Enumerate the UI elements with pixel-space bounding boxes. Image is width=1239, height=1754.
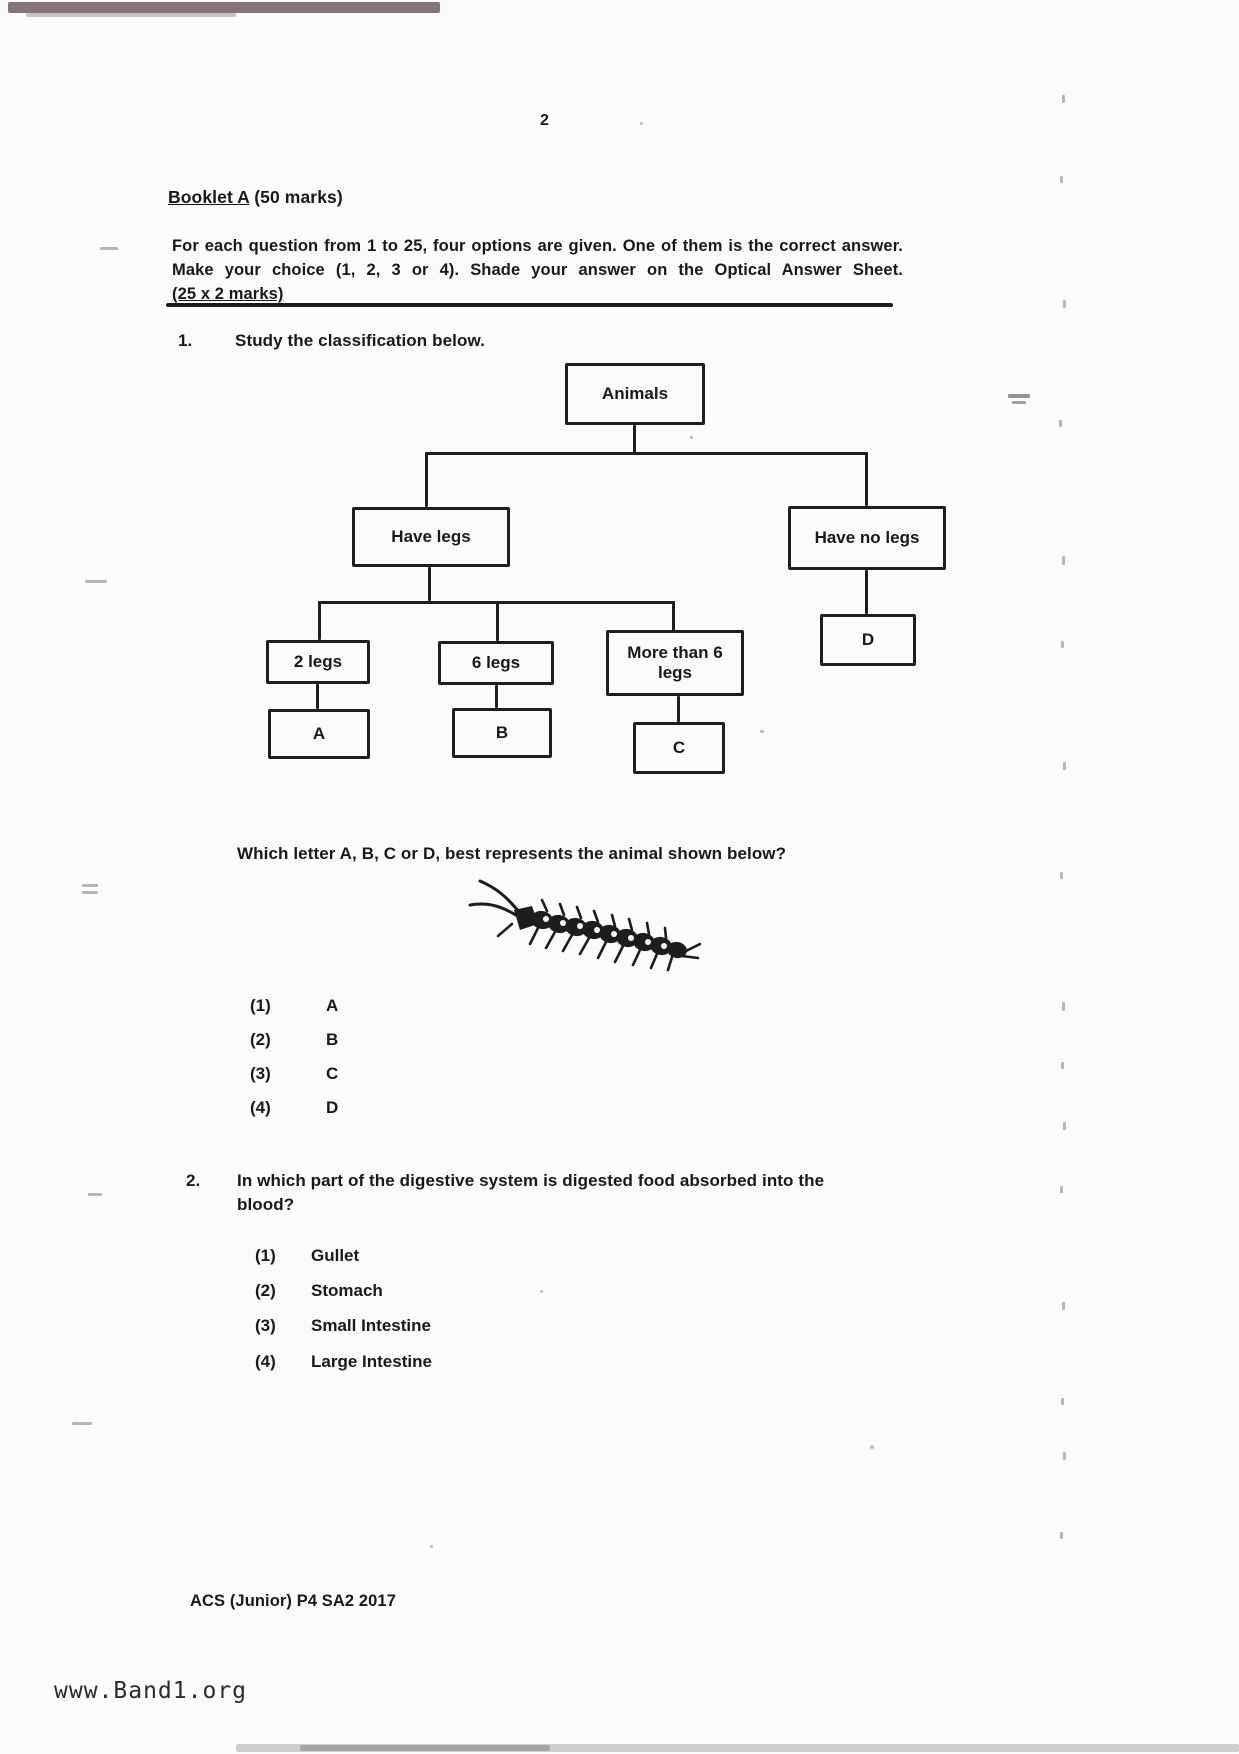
marks-note: (25 x 2 marks) — [172, 285, 284, 303]
option-label: B — [326, 1030, 339, 1049]
scan-artifact — [1008, 394, 1030, 398]
q2-number: 2. — [186, 1171, 201, 1190]
booklet-heading-title: Booklet A — [168, 187, 250, 207]
option-label: Gullet — [311, 1246, 360, 1265]
scan-speck — [690, 436, 693, 439]
connector — [672, 601, 675, 632]
option-label: Large Intestine — [311, 1352, 432, 1371]
scan-artifact — [1059, 420, 1062, 427]
node-c: C — [633, 722, 725, 774]
scan-speck — [430, 1545, 433, 1548]
scan-artifact — [82, 884, 98, 887]
q1-prompt: Study the classification below. — [235, 331, 485, 350]
node-6-legs: 6 legs — [438, 641, 554, 685]
option-number: (3) — [250, 1064, 271, 1083]
option-label: D — [326, 1098, 339, 1117]
scan-artifact — [1063, 300, 1066, 308]
connector — [495, 685, 498, 708]
watermark-url: www.Band1.org — [54, 1678, 248, 1704]
instructions-line1: For each question from 1 to 25, four options are given. One of them is the correct answer. — [172, 237, 903, 255]
connector — [316, 684, 319, 709]
scan-artifact — [72, 1422, 92, 1425]
page-number: 2 — [540, 112, 549, 129]
option-number: (4) — [255, 1352, 276, 1371]
scan-artifact — [1061, 1062, 1064, 1069]
node-more-than-6-legs: More than 6 legs — [606, 630, 744, 696]
booklet-heading — [168, 186, 343, 209]
node-2-legs: 2 legs — [266, 640, 370, 684]
centipede-illustration — [462, 872, 722, 982]
node-animals: Animals — [565, 363, 705, 425]
option-label: A — [326, 996, 339, 1015]
option-label: Stomach — [311, 1281, 383, 1300]
connector — [677, 696, 680, 722]
connector — [425, 452, 428, 507]
connector — [865, 570, 868, 614]
footer-paper-code: ACS (Junior) P4 SA2 2017 — [190, 1592, 396, 1610]
scan-artifact — [1063, 1122, 1066, 1130]
scan-speck — [540, 1290, 543, 1293]
booklet-heading-marks: (50 marks) — [249, 187, 343, 207]
option-number: (1) — [250, 996, 271, 1015]
scan-artifact — [1063, 1452, 1066, 1460]
connector — [428, 567, 431, 601]
scan-artifact — [88, 1193, 102, 1196]
scan-speck — [640, 122, 643, 125]
scan-artifact — [1063, 762, 1066, 770]
scan-artifact — [1062, 95, 1065, 103]
scan-artifact — [1061, 1398, 1064, 1405]
q1-number: 1. — [178, 331, 193, 350]
scan-artifact — [1062, 556, 1065, 565]
connector — [865, 452, 868, 506]
option-number: (4) — [250, 1098, 271, 1117]
scan-artifact — [1062, 1002, 1065, 1011]
scan-artifact — [82, 891, 98, 894]
option-number: (3) — [255, 1316, 276, 1335]
scan-artifact — [1060, 176, 1063, 183]
section-divider — [166, 303, 893, 307]
scan-artifact — [85, 580, 107, 583]
option-number: (2) — [255, 1281, 276, 1300]
q1-subprompt: Which letter A, B, C or D, best represents the animal shown below? — [237, 844, 787, 863]
node-have-no-legs: Have no legs — [788, 506, 946, 570]
option-number: (2) — [250, 1030, 271, 1049]
connector — [496, 601, 499, 641]
scan-artifact — [100, 247, 118, 250]
node-b: B — [452, 708, 552, 758]
node-d: D — [820, 614, 916, 666]
q2-prompt-line2: blood? — [237, 1195, 295, 1214]
scan-speck — [760, 730, 764, 733]
connector — [318, 601, 321, 640]
node-have-legs: Have legs — [352, 507, 510, 567]
scan-artifact — [1060, 1186, 1063, 1193]
connector — [633, 425, 636, 453]
connector — [425, 452, 868, 455]
q2-prompt-line1: In which part of the digestive system is digested food absorbed into the — [237, 1171, 825, 1190]
scan-speck — [870, 1445, 874, 1449]
option-label: Small Intestine — [311, 1316, 431, 1335]
node-a: A — [268, 709, 370, 759]
scan-artifact — [1060, 872, 1063, 879]
scan-artifact — [1060, 1532, 1063, 1539]
scan-artifact — [1062, 1302, 1065, 1310]
option-label: C — [326, 1064, 339, 1083]
option-number: (1) — [255, 1246, 276, 1265]
scan-artifact — [1012, 401, 1026, 404]
instructions-line2: Make your choice (1, 2, 3 or 4). Shade your answer on the Optical Answer Sheet. — [172, 261, 903, 279]
scan-artifact — [1061, 641, 1064, 648]
